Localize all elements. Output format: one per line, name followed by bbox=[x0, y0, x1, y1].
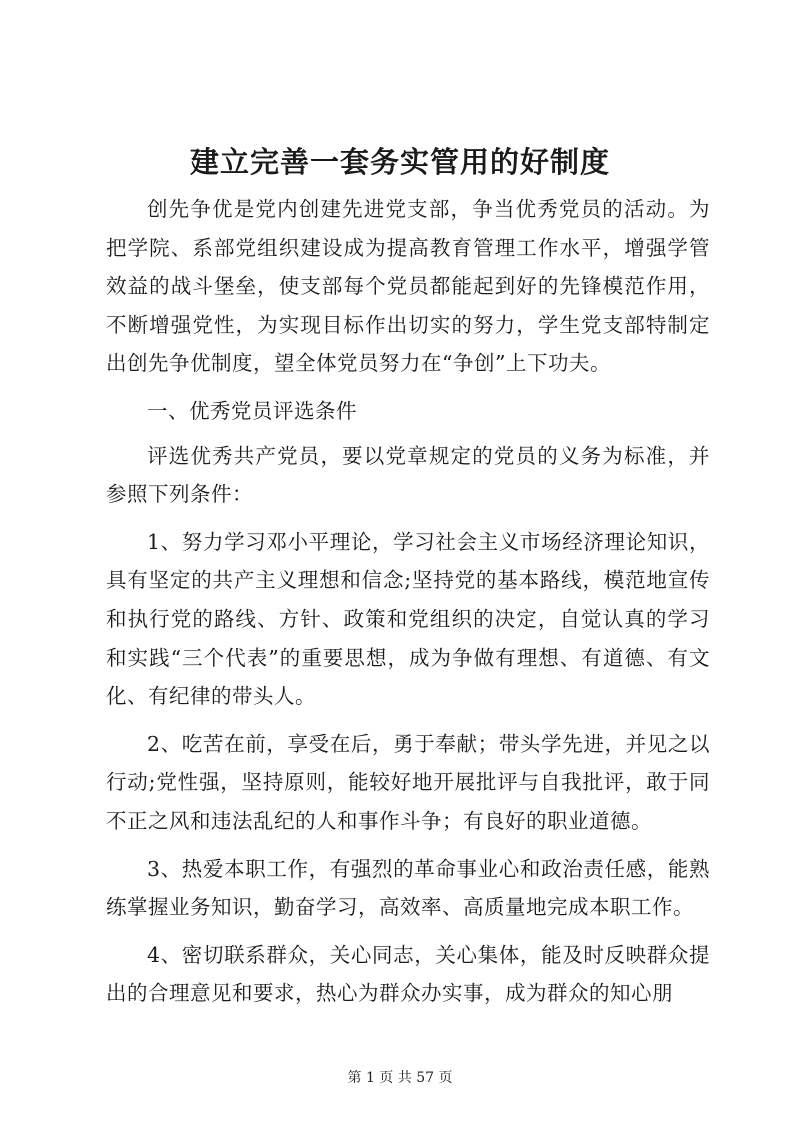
criterion-3-paragraph: 3、热爱本职工作，有强烈的革命事业心和政治责任感，能熟练掌握业务知识，勤奋学习，高效率、高质量地完成本职工作。 bbox=[106, 856, 710, 920]
section-heading: 一、优秀党员评选条件 bbox=[147, 398, 357, 423]
criterion-2-paragraph: 2、吃苦在前，享受在后，勇于奉献；带头学先进，并见之以行动;党性强，坚持原则，能较好地开展批评与自我批评，敢于同不正之风和违法乱纪的人和事作斗争；有良好的职业道德。 bbox=[106, 731, 710, 833]
criterion-1-paragraph: 1、努力学习邓小平理论，学习社会主义市场经济理论知识，具有坚定的共产主义理想和信念;坚持党的基本路线，模范地宣传和执行党的路线、方针、政策和党组织的决定，自觉认真的学习和实践“三个代表”的重要思想，成为争做有理想、有道德、有文化、有纪律的带头人。 bbox=[106, 529, 710, 709]
intro-paragraph: 创先争优是党内创建先进党支部，争当优秀党员的活动。为把学院、系部党组织建设成为提高教育管理工作水平，增强学管效益的战斗堡垒，使支部每个党员都能起到好的先锋模范作用，不断增强党性，为实现目标作出切实的努力，学生党支部特制定出创先争优制度，望全体党员努力在“争创”上下功夫。 bbox=[106, 197, 710, 376]
criteria-intro-paragraph: 评选优秀共产党员，要以党章规定的党员的义务为标准，并参照下列条件： bbox=[106, 443, 710, 507]
page-number-footer: 第 1 页 共 57 页 bbox=[347, 1070, 453, 1086]
criterion-4-paragraph: 4、密切联系群众，关心同志，关心集体，能及时反映群众提出的合理意见和要求，热心为群众办实事，成为群众的知心朋 bbox=[106, 942, 710, 1006]
document-body bbox=[106, 190, 710, 1022]
document-title: 建立完善一套务实管用的好制度 bbox=[189, 145, 610, 179]
